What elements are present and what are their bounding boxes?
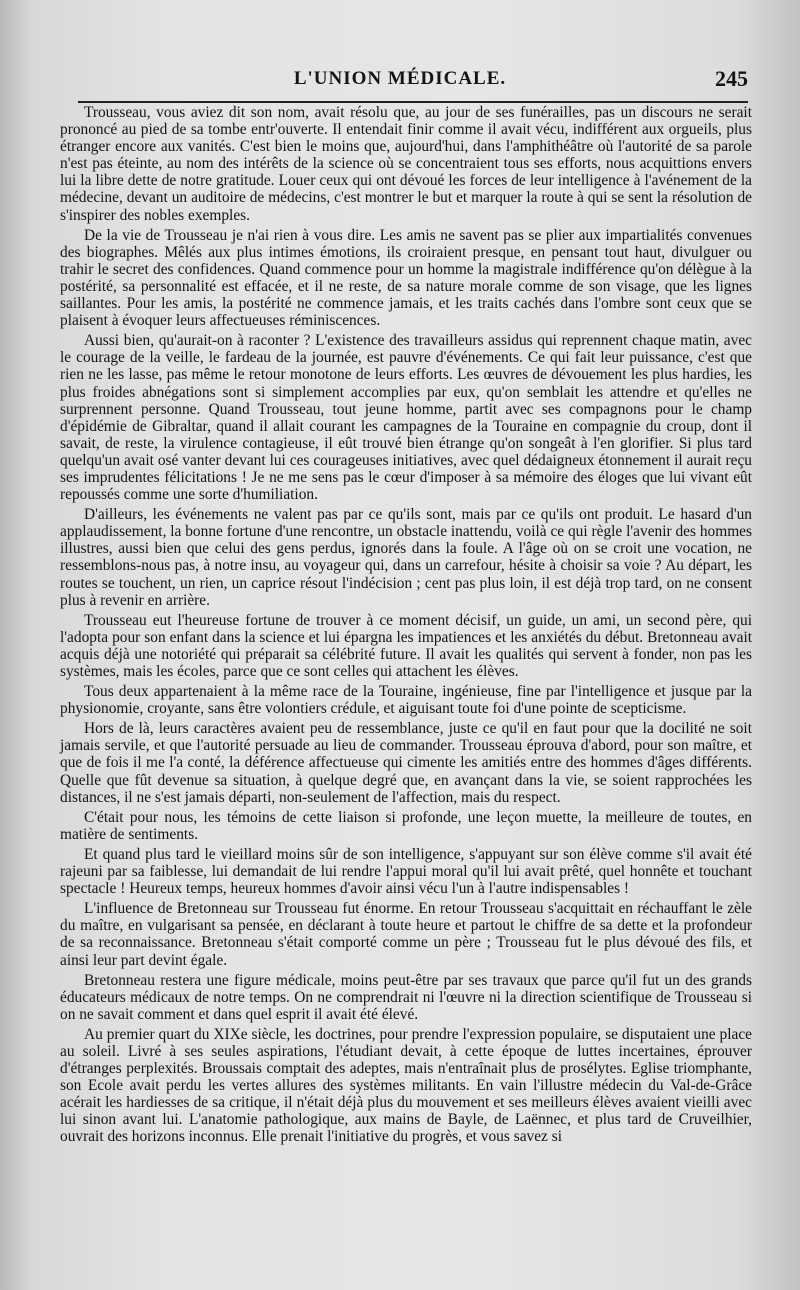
paragraph: Tous deux appartenaient à la même race de la Touraine, ingénieuse, fine par l'intelligence et jusque par la physionomie, croyante, sans être volontiers crédule, et aiguisant toute foi d'une pointe de scepticisme. — [60, 683, 752, 718]
paragraph: D'ailleurs, les événements ne valent pas par ce qu'ils sont, mais par ce qu'ils ont produit. Le hasard d'un applaudissement, la bonne fortune d'une rencontre, un obstacle inattendu, voilà ce qui règle l'avenir des hommes illustres, aussi bien que celui des gens perdus, ignorés dans la foule. A l'âge où on se croit une vocation, ne ressemblons-nous pas, à notre insu, au voyageur qui, dans un carrefour, hésite à choisir sa voie ? Au départ, les routes se touchent, un rien, un caprice résout l'indécision ; cent pas plus loin, il est déjà trop tard, on ne consent plus à revenir en arrière. — [60, 506, 752, 609]
paragraph: Aussi bien, qu'aurait-on à raconter ? L'existence des travailleurs assidus qui reprennent chaque matin, avec le courage de la veille, le fardeau de la journée, est pauvre d'événements. Ce qui fait leur puissance, c'est que rien ne les lasse, pas même le retour monotone de leurs efforts. Les œuvres de dévouement les plus hardies, les plus froides abnégations sont si simplement accomplies par eux, qu'on semblait les attendre et qu'elles ne surprennent personne. Quand Trousseau, tout jeune homme, partit avec ses compagnons pour le champ d'épidémie de Gibraltar, quand il allait courant les campagnes de la Touraine en compagnie du croup, dont il savait, de reste, la virulence contagieuse, il eût trouvé bien étrange qu'on songeât à l'en glorifier. Si plus tard quelqu'un avait osé vanter devant lui ces courageuses initiatives, avec quel dédaigneux étonnement il aurait reçu ses imprudentes félicitations ! Je ne me sens pas le cœur d'imposer à sa mémoire des éloges que lui vivant eût repoussés comme une sorte d'humiliation. — [60, 332, 752, 504]
page-number: 245 — [715, 66, 748, 91]
journal-title: L'UNION MÉDICALE. — [293, 68, 507, 89]
paragraph: Trousseau, vous aviez dit son nom, avait résolu que, au jour de ses funérailles, pas un discours ne serait prononcé au pied de sa tombe entr'ouverte. Il entendait finir comme il avait vécu, indifférent aux orgueils, plus étranger encore aux vanités. C'est bien le moins que, aujourd'hui, dans l'amphithéâtre où l'autorité de sa parole n'est pas éteinte, au nom des intérêts de la science où se concentraient tous ses efforts, nous acquittions envers lui la libre dette de notre gratitude. Louer ceux qui ont dévoué les forces de leur intelligence à l'avénement de la médecine, devant un auditoire de médecins, c'est montrer le but et marquer la route à qui se sent la résolution de s'inspirer des nobles exemples. — [60, 104, 752, 224]
paragraph: Hors de là, leurs caractères avaient peu de ressemblance, juste ce qu'il en faut pour que la docilité ne soit jamais servile, et que l'autorité persuade au lieu de commander. Trousseau éprouva d'abord, pour son maître, et que de fois il me l'a conté, la déférence affectueuse qui cimente les amitiés entre des hommes d'âges différents. Quelle que fût devenue sa situation, à quelque degré que, en avançant dans la vie, se soient rapprochées les distances, il ne s'est jamais départi, non-seulement de l'affection, mais du respect. — [60, 720, 752, 806]
paragraph: Et quand plus tard le vieillard moins sûr de son intelligence, s'appuyant sur son élève comme s'il avait été rajeuni par sa faiblesse, lui demandait de lui rendre l'appui moral qu'il lui avait prêté, quel honnête et touchant spectacle ! Heureux temps, heureux hommes d'avoir ainsi vécu l'un à l'autre indispensables ! — [60, 845, 752, 898]
paragraph: Au premier quart du XIXe siècle, les doctrines, pour prendre l'expression populaire, se disputaient une place au soleil. Livré à ses seules aspirations, l'étudiant devait, à cette époque de luttes incertaines, éprouver d'étranges perplexités. Broussais comptait des adeptes, mais n'entraînait plus de prosélytes. Eglise triomphante, son Ecole avait perdu les vertes allures des systèmes militants. En vain l'illustre médecin du Val-de-Grâce acérait les hardiesses de sa critique, il n'était déjà plus du mouvement et ses meilleurs élèves avaient vieilli avec lui sinon avant lui. L'anatomie pathologique, aux mains de Bayle, de Laënnec, et plus tard de Cruveilhier, ouvrait des horizons inconnus. Elle prenait l'initiative du progrès, et vous savez si — [60, 1025, 752, 1146]
body-text — [60, 104, 752, 1149]
header-rule — [78, 101, 748, 103]
paragraph: De la vie de Trousseau je n'ai rien à vous dire. Les amis ne savent pas se plier aux impartialités convenues des biographes. Mêlés aux plus intimes émotions, ils croiraient presque, en pensant tout haut, divulguer ou trahir le secret des confidences. Quand commence pour un homme la magistrale indifférence qu'on délègue à la postérité, sa personnalité est effacée, et il ne reste, de sa nature morale comme de son visage, que les lignes saillantes. Pour les amis, la postérité ne commence jamais, et les traits cachés dans l'ombre sont ceux que se plaisent à évoquer leurs affectueuses réminiscences. — [60, 226, 752, 330]
paragraph: L'influence de Bretonneau sur Trousseau fut énorme. En retour Trousseau s'acquittait en réchauffant le zèle du maître, en vulgarisant sa pensée, en déclarant à toute heure et partout le chiffre de sa dette et la profondeur de sa reconnaissance. Bretonneau s'était comporté comme un père ; Trousseau fut le plus dévoué des fils, et ainsi leur part devint égale. — [60, 900, 752, 969]
paragraph: C'était pour nous, les témoins de cette liaison si profonde, une leçon muette, la meilleure de toutes, en matière de sentiments. — [60, 808, 752, 843]
paragraph: Bretonneau restera une figure médicale, moins peut-être par ses travaux que parce qu'il fut un des grands éducateurs médicaux de notre temps. On ne comprendrait ni l'œuvre ni la direction scientifique de Trousseau si on ne savait comment et dans quel esprit il avait été élevé. — [60, 971, 752, 1023]
running-header — [0, 62, 800, 98]
paragraph: Trousseau eut l'heureuse fortune de trouver à ce moment décisif, un guide, un ami, un second père, qui l'adopta pour son enfant dans la science et lui épargna les impatiences et les anxiétés du début. Bretonneau avait acquis déjà une notoriété qui préparait sa célébrité future. Il avait les qualités qui servent à fonder, non pas les systèmes, mais les écoles, parce que ce sont celles qui attachent les élèves. — [60, 611, 752, 680]
